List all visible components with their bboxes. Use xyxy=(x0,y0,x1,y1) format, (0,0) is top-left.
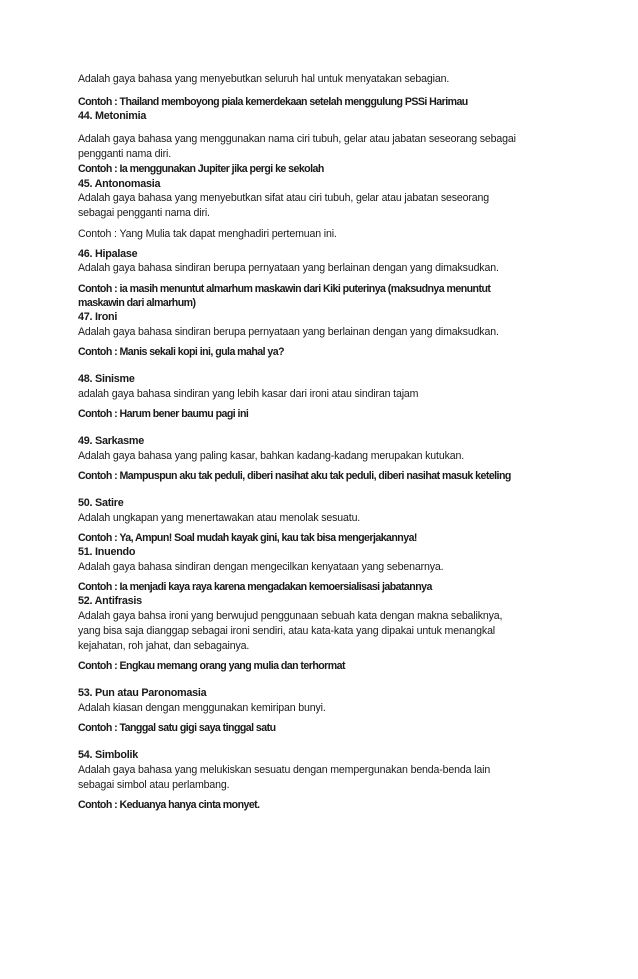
section-heading-52: 52. Antifrasis xyxy=(78,595,142,608)
definition-text: sebagai simbol atau perlambang. xyxy=(78,779,230,792)
section-heading-44: 44. Metonimia xyxy=(78,110,147,123)
definition-text: Adalah gaya bahasa yang menyebutkan seluruh hal untuk menyatakan sebagian. xyxy=(78,73,450,85)
example-text: Contoh : Ia menjadi kaya raya karena mengadakan kemoersialisasi jabatannya xyxy=(78,580,432,593)
section-heading-50: 50. Satire xyxy=(78,497,124,510)
example-text: Contoh : Mampuspun aku tak peduli, diberi nasihat aku tak peduli, diberi nasihat masuk keteling xyxy=(78,469,511,482)
section-heading-48: 48. Sinisme xyxy=(78,373,135,386)
example-text: maskawin dari almarhum) xyxy=(78,296,196,309)
example-text: Contoh : Keduanya hanya cinta monyet. xyxy=(78,799,260,812)
document-body xyxy=(78,72,578,813)
section-heading-46: 46. Hipalase xyxy=(78,247,138,260)
definition-text: Adalah gaya bahasa yang paling kasar, bahkan kadang-kadang merupakan kutukan. xyxy=(78,449,465,462)
section-heading-49: 49. Sarkasme xyxy=(78,435,145,448)
example-text: Contoh : Manis sekali kopi ini, gula mahal ya? xyxy=(78,345,285,358)
definition-text: Adalah gaya bahasa yang melukiskan sesuatu dengan mempergunakan benda-benda lain xyxy=(78,764,491,777)
section-heading-47: 47. Ironi xyxy=(78,311,118,324)
definition-text: pengganti nama diri. xyxy=(78,148,171,161)
definition-text: adalah gaya bahasa sindiran yang lebih kasar dari ironi atau sindiran tajam xyxy=(78,387,419,400)
section-heading-51: 51. Inuendo xyxy=(78,546,136,559)
example-text-plain: Contoh : Yang Mulia tak dapat menghadiri pertemuan ini. xyxy=(78,227,337,240)
example-text: Contoh : Thailand memboyong piala kemerdekaan setelah menggulung PSSi Harimau xyxy=(78,96,468,109)
example-text: Contoh : Ya, Ampun! Soal mudah kayak gini, kau tak bisa mengerjakannya! xyxy=(78,531,417,544)
section-heading-54: 54. Simbolik xyxy=(78,749,139,762)
definition-text: Adalah gaya bahasa sindiran berupa pernyataan yang berlainan dengan yang dimaksudkan. xyxy=(78,325,499,338)
definition-text: Adalah gaya bahasa yang menyebutkan sifat atau ciri tubuh, gelar atau jabatan seseorang xyxy=(78,192,489,205)
example-text: Contoh : Harum bener baumu pagi ini xyxy=(78,407,249,420)
example-text: Contoh : Ia menggunakan Jupiter jika pergi ke sekolah xyxy=(78,163,324,176)
definition-text: Adalah gaya bahasa sindiran berupa pernyataan yang berlainan dengan yang dimaksudkan. xyxy=(78,262,499,275)
definition-text: Adalah ungkapan yang menertawakan atau menolak sesuatu. xyxy=(78,511,361,524)
definition-text: sebagai pengganti nama diri. xyxy=(78,207,210,220)
example-text: Contoh : ia masih menuntut almarhum maskawin dari Kiki puterinya (maksudnya menuntut xyxy=(78,282,491,295)
section-heading-53: 53. Pun atau Paronomasia xyxy=(78,687,207,700)
definition-text: Adalah gaya bahasa sindiran dengan mengecilkan kenyataan yang sebenarnya. xyxy=(78,560,444,573)
definition-text: yang bisa saja dianggap sebagai ironi sendiri, atau kata-kata yang dipakai untuk menangkal xyxy=(78,624,496,637)
example-text: Contoh : Tanggal satu gigi saya tinggal satu xyxy=(78,722,276,735)
definition-text: Adalah gaya bahasa yang menggunakan nama ciri tubuh, gelar atau jabatan seseorang sebagai xyxy=(78,133,516,145)
section-heading-45: 45. Antonomasia xyxy=(78,177,161,190)
definition-text: kejahatan, roh jahat, dan sebagainya. xyxy=(78,640,250,653)
definition-text: Adalah gaya bahsa ironi yang berwujud penggunaan sebuah kata dengan makna sebaliknya, xyxy=(78,609,503,622)
example-text: Contoh : Engkau memang orang yang mulia dan terhormat xyxy=(78,660,345,673)
definition-text: Adalah kiasan dengan menggunakan kemiripan bunyi. xyxy=(78,702,326,715)
